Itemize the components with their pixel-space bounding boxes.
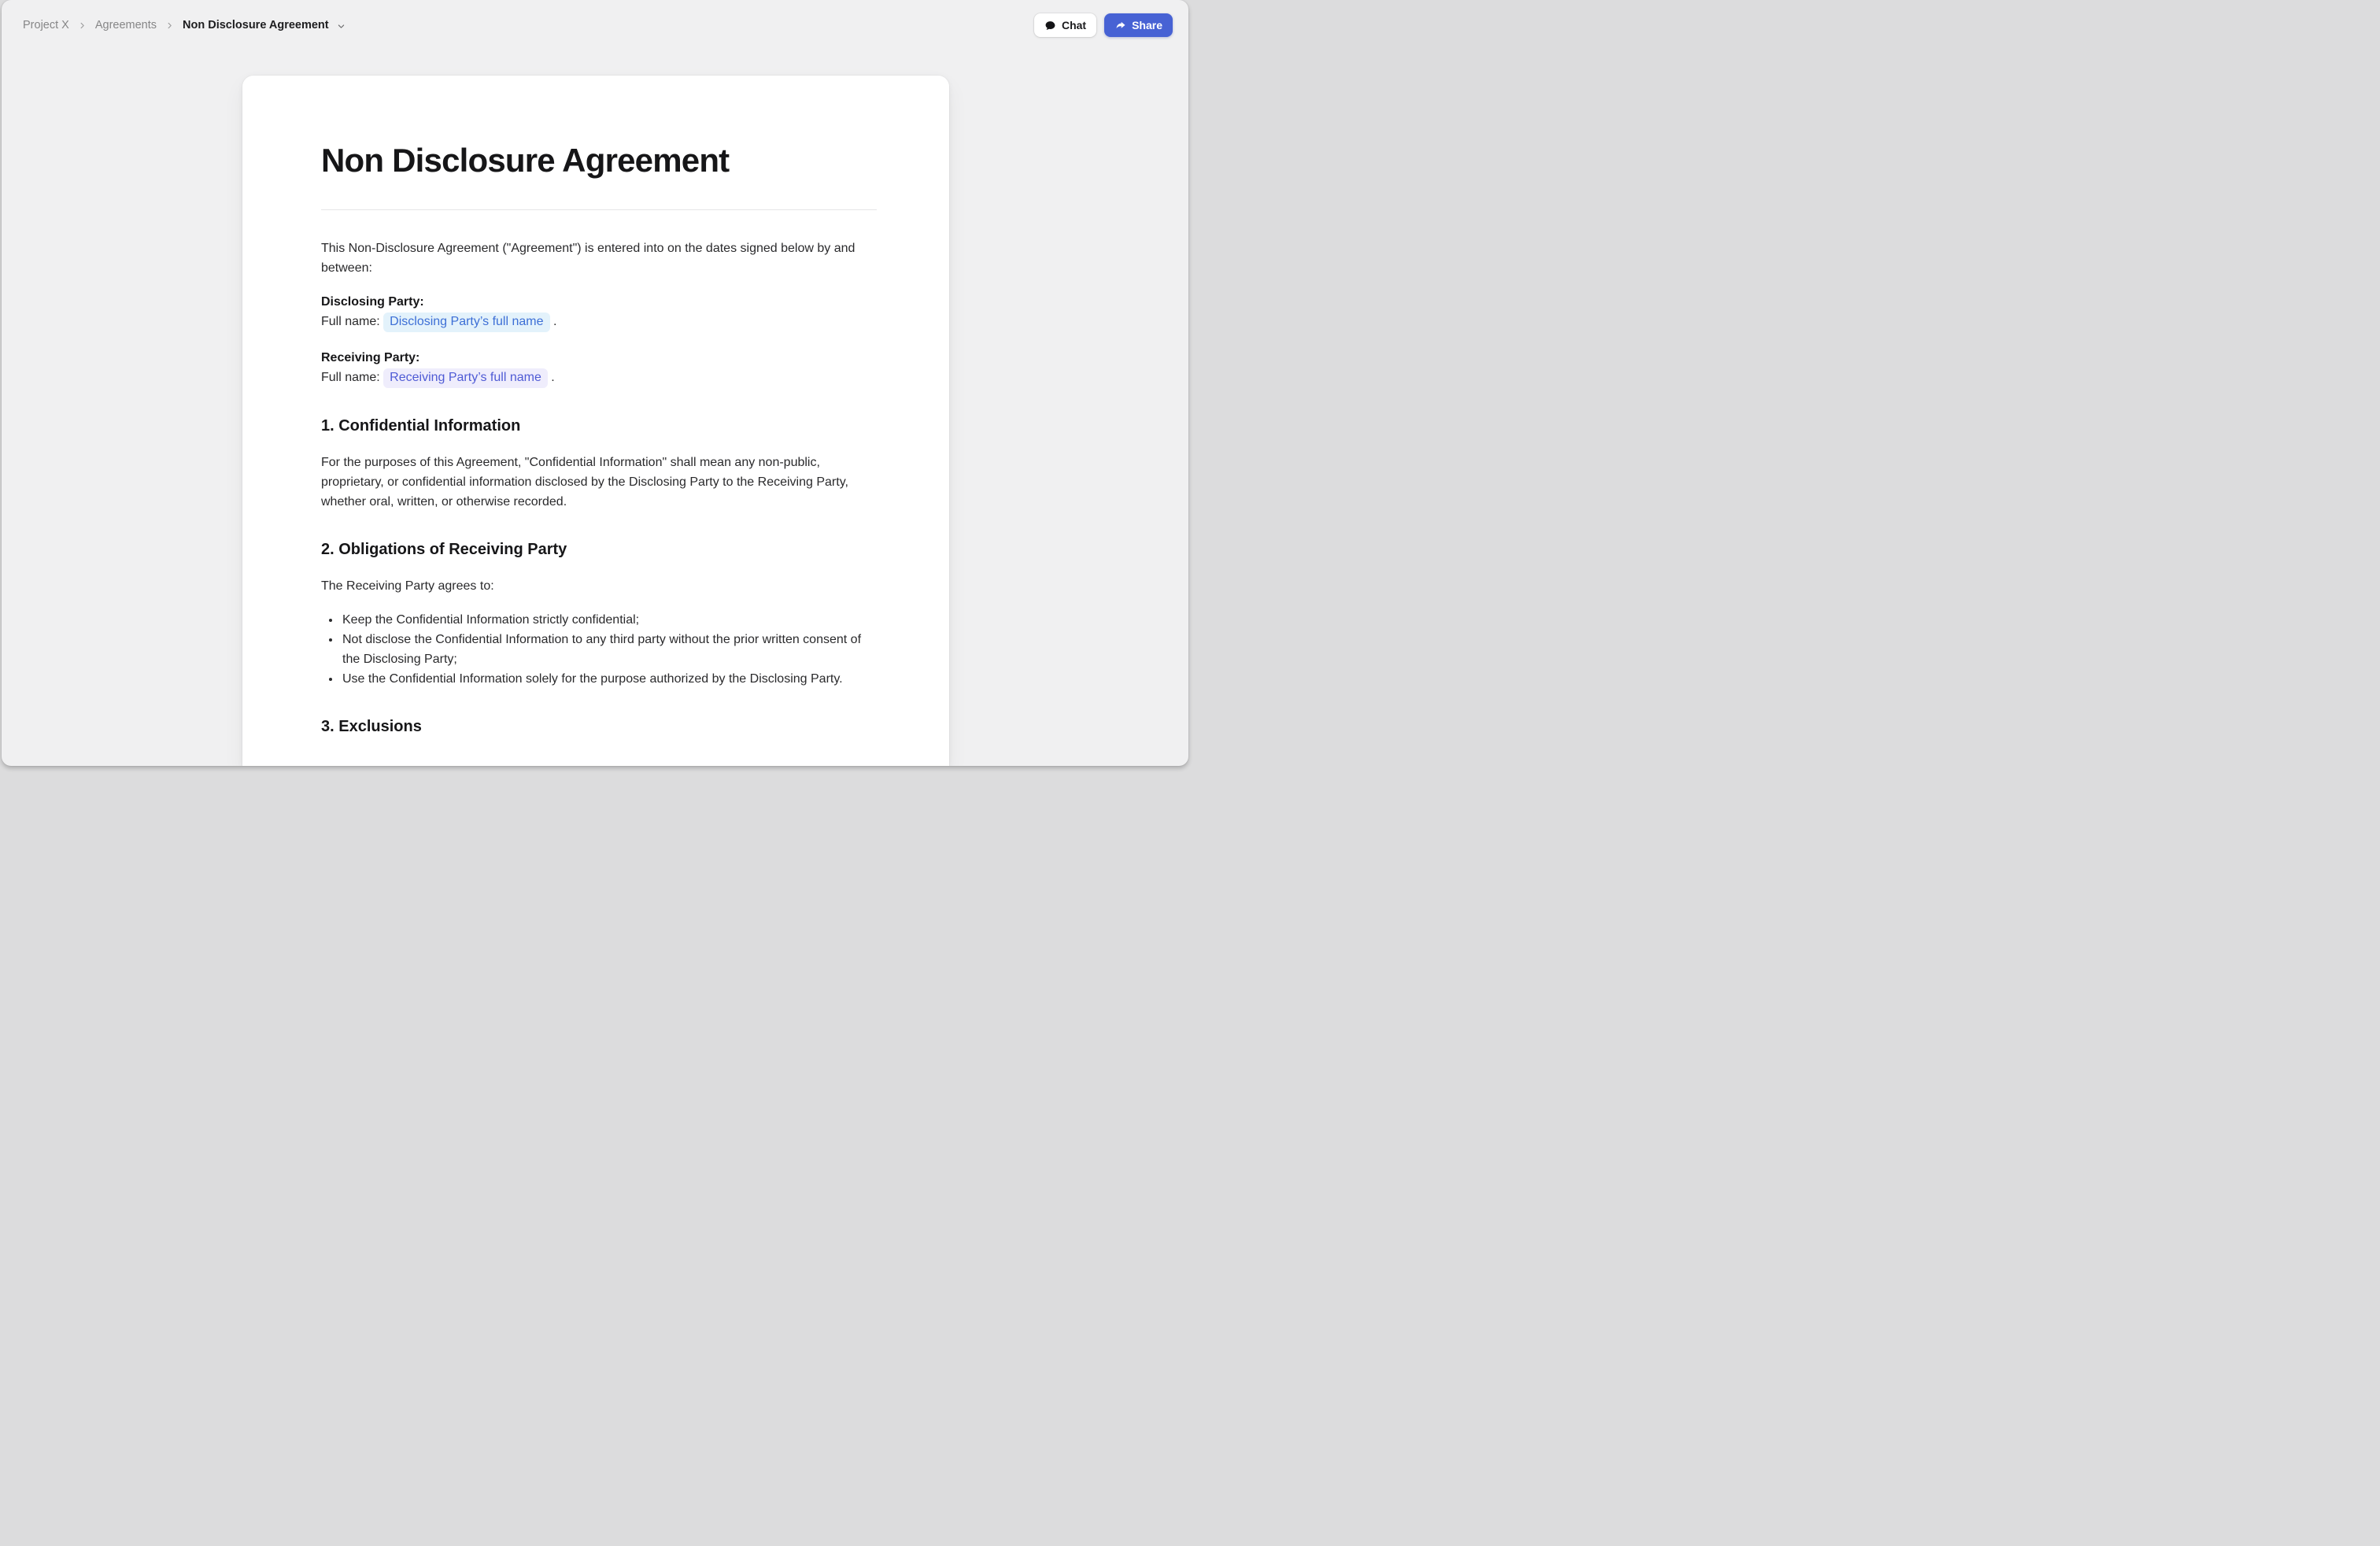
chevron-down-icon[interactable] [336, 21, 346, 31]
section-paragraph[interactable]: For the purposes of this Agreement, "Confidential Information" shall mean any non-public, proprietary, or confidential information disclosed by the Disclosing Party to the Receiving Party, whether oral, written, or otherwise recorded. [321, 456, 848, 509]
section-lead-paragraph[interactable]: The Receiving Party agrees to: [321, 579, 494, 593]
receiving-party-line[interactable] [321, 368, 877, 388]
breadcrumb-item-project[interactable]: Project X [23, 19, 69, 31]
speech-bubble-icon [1044, 20, 1056, 31]
full-name-label: Full name: [321, 371, 380, 384]
share-button-label: Share [1132, 19, 1162, 31]
share-arrow-icon [1114, 20, 1126, 31]
chat-button-label: Chat [1061, 19, 1087, 31]
bullet-item[interactable]: • Not disclose the Confidential Information to any third party without the prior written consent of the Disclosing Party; [341, 630, 877, 669]
sentence-period: . [552, 315, 557, 328]
bullet-item[interactable]: • Use the Confidential Information solely for the purpose authorized by the Disclosing Party. [341, 669, 877, 689]
top-bar [2, 0, 1188, 50]
breadcrumb-item-agreements[interactable]: Agreements [94, 19, 157, 31]
intro-paragraph[interactable]: This Non-Disclosure Agreement ("Agreement") is entered into on the dates signed below by and between: [321, 242, 856, 275]
section-heading-confidential-information[interactable]: 1. Confidential Information [321, 417, 521, 435]
breadcrumb-item-current[interactable]: Non Disclosure Agreement [183, 19, 329, 31]
disclosing-party-name-chip[interactable]: Disclosing Party’s full name [383, 313, 549, 332]
full-name-label: Full name: [321, 315, 380, 328]
title-divider [321, 209, 877, 210]
app-window [2, 0, 1188, 766]
receiving-party-heading[interactable]: Receiving Party: [321, 351, 420, 364]
disclosing-party-block [321, 292, 877, 332]
receiving-party-block [321, 348, 877, 388]
bullet-item[interactable]: • Keep the Confidential Information strictly confidential; [341, 610, 877, 630]
chevron-right-icon [165, 21, 174, 30]
toolbar-actions [1034, 13, 1173, 37]
chat-button[interactable] [1034, 13, 1096, 37]
disclosing-party-heading[interactable]: Disclosing Party: [321, 295, 424, 309]
share-button[interactable] [1104, 13, 1173, 37]
section-heading-obligations[interactable]: 2. Obligations of Receiving Party [321, 541, 567, 558]
chevron-right-icon [78, 21, 87, 30]
receiving-party-name-chip[interactable]: Receiving Party’s full name [383, 368, 548, 388]
document-card [242, 76, 949, 766]
disclosing-party-line[interactable] [321, 312, 877, 332]
sentence-period: . [551, 371, 555, 384]
breadcrumb [23, 19, 346, 31]
document-title[interactable]: Non Disclosure Agreement [321, 142, 730, 179]
obligations-bullet-list [321, 610, 877, 689]
section-heading-exclusions[interactable]: 3. Exclusions [321, 718, 422, 735]
